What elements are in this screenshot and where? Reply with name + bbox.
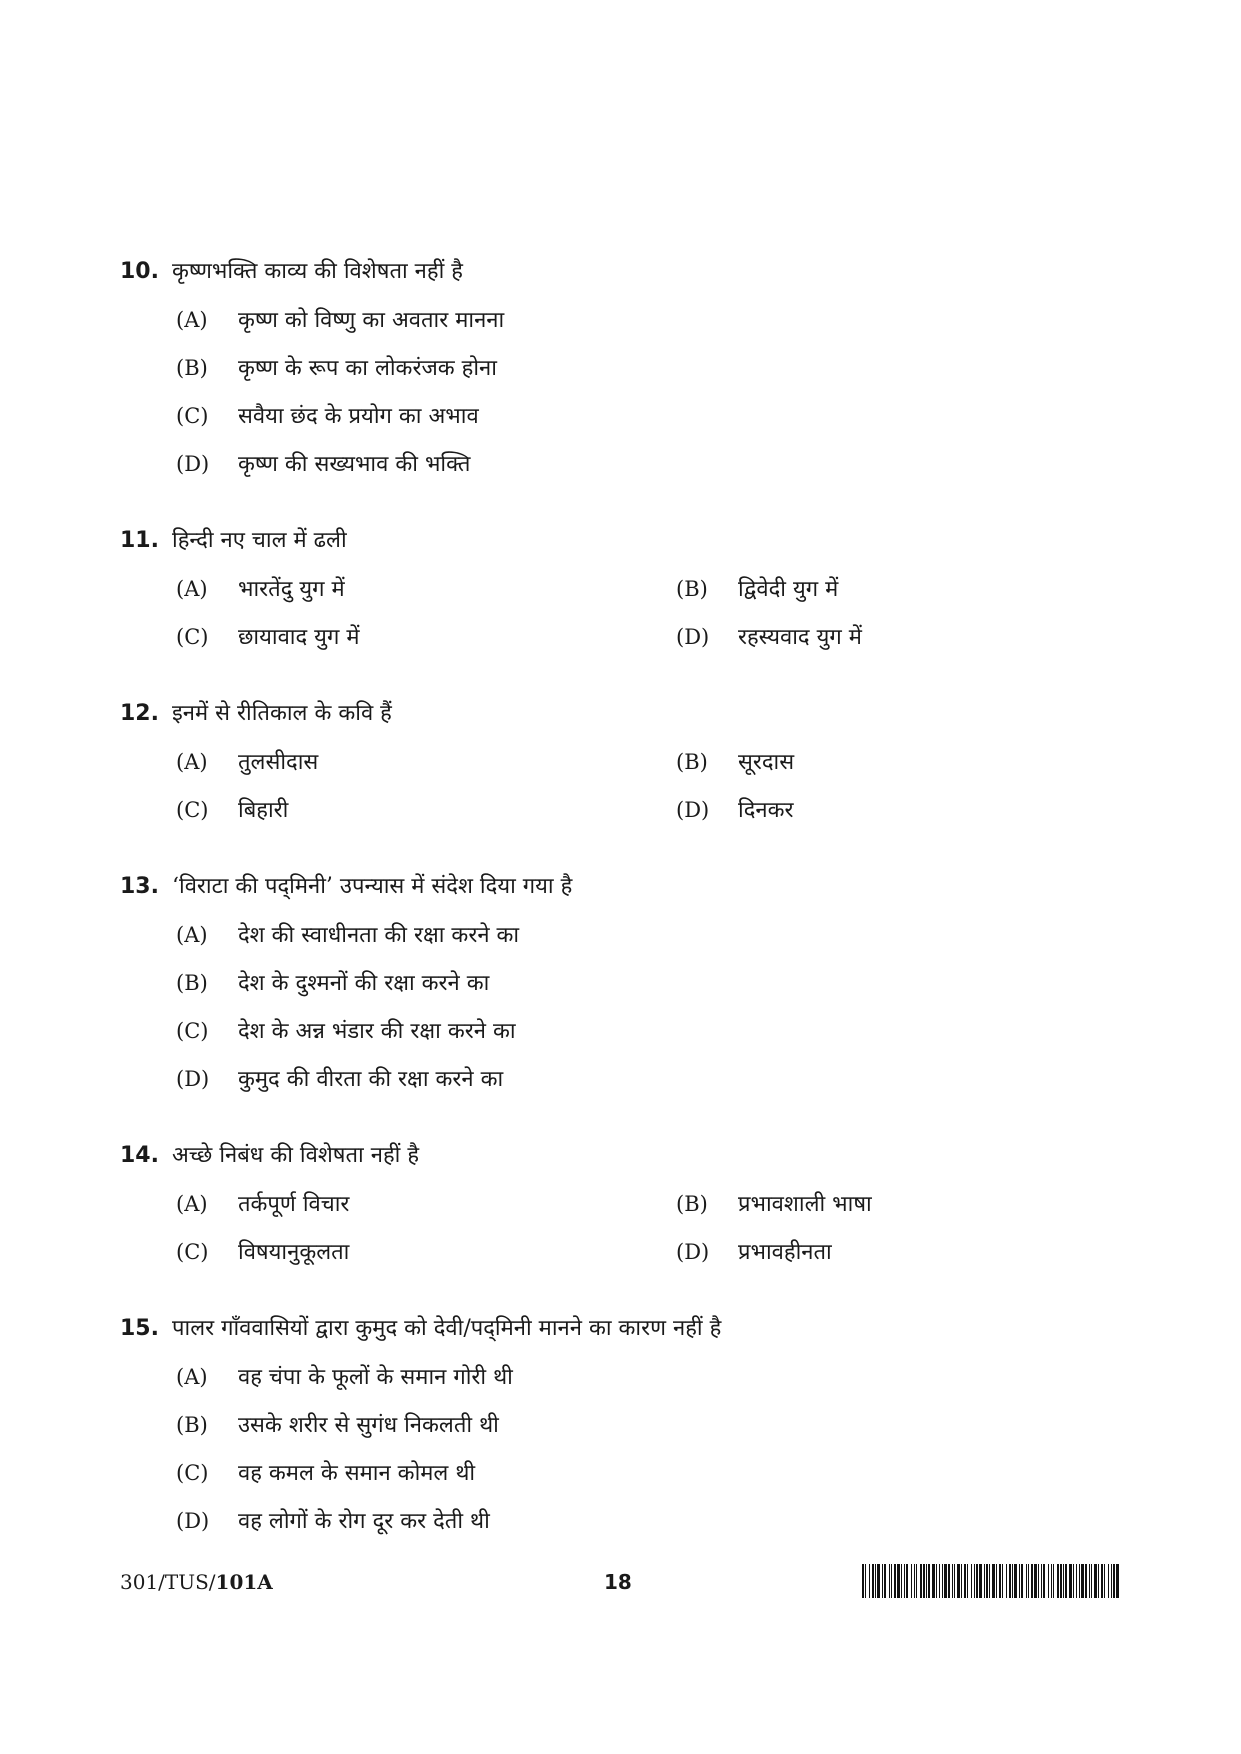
- option-text: कृष्ण को विष्णु का अवतार मानना: [238, 308, 505, 333]
- question-number: 15.: [120, 1316, 159, 1341]
- option-c: [176, 1011, 1120, 1051]
- option-label: (A): [176, 577, 208, 601]
- option-label: (B): [176, 356, 208, 380]
- question-list: [120, 252, 1120, 1578]
- question-number: 14.: [120, 1143, 159, 1168]
- option-c: [176, 1453, 1120, 1493]
- question-text: इनमें से रीतिकाल के कवि हैं: [172, 701, 392, 726]
- barcode-icon: [862, 1564, 1120, 1598]
- option-a: [176, 300, 1120, 340]
- question-15: [120, 1309, 1120, 1541]
- option-text: तुलसीदास: [238, 750, 319, 775]
- option-label: (A): [176, 308, 208, 332]
- option-c: [176, 396, 1120, 436]
- option-label: (C): [176, 1461, 209, 1485]
- option-b: [676, 1184, 1076, 1224]
- option-text: कृष्ण की सख्यभाव की भक्ति: [238, 452, 471, 477]
- option-d: [676, 1232, 1076, 1272]
- option-list: [176, 1357, 1120, 1541]
- question-13: [120, 867, 1120, 1099]
- option-label: (A): [176, 1192, 208, 1216]
- option-a: [176, 1184, 676, 1224]
- question-number: 12.: [120, 701, 159, 726]
- option-text: बिहारी: [238, 798, 289, 823]
- question-text: कृष्णभक्ति काव्य की विशेषता नहीं है: [172, 259, 463, 284]
- question-14: [120, 1136, 1120, 1272]
- question-text: हिन्दी नए चाल में ढली: [172, 528, 347, 553]
- option-c: [176, 790, 676, 830]
- question-12: [120, 694, 1120, 830]
- option-label: (D): [676, 798, 710, 822]
- option-label: (C): [176, 404, 209, 428]
- option-label: (B): [676, 1192, 708, 1216]
- option-label: (B): [676, 750, 708, 774]
- option-label: (A): [176, 923, 208, 947]
- option-label: (C): [176, 625, 209, 649]
- option-label: (A): [176, 750, 208, 774]
- option-b: [676, 742, 1076, 782]
- option-text: वह चंपा के फूलों के समान गोरी थी: [238, 1365, 513, 1390]
- option-text: कुमुद की वीरता की रक्षा करने का: [238, 1067, 504, 1092]
- question-number: 11.: [120, 528, 159, 553]
- question-10: [120, 252, 1120, 484]
- option-label: (C): [176, 1019, 209, 1043]
- option-b: [676, 569, 1076, 609]
- option-text: तर्कपूर्ण विचार: [238, 1192, 350, 1217]
- option-label: (B): [176, 971, 208, 995]
- option-text: द्विवेदी युग में: [738, 577, 839, 602]
- option-b: [176, 348, 1120, 388]
- option-label: (B): [176, 1413, 208, 1437]
- option-text: देश की स्वाधीनता की रक्षा करने का: [238, 923, 520, 948]
- option-a: [176, 1357, 1120, 1397]
- question-text: अच्छे निबंध की विशेषता नहीं है: [172, 1143, 420, 1168]
- option-c: [176, 617, 676, 657]
- option-a: [176, 742, 676, 782]
- paper-code-suffix: 101A: [215, 1570, 273, 1594]
- option-text: दिनकर: [738, 798, 794, 823]
- option-a: [176, 915, 1120, 955]
- page-footer: [120, 1562, 1120, 1602]
- option-text: वह कमल के समान कोमल थी: [238, 1461, 476, 1486]
- option-a: [176, 569, 676, 609]
- question-text: ‘विराटा की पद्‌मिनी’ उपन्यास में संदेश दिया गया है: [172, 874, 573, 899]
- option-d: [176, 1059, 1120, 1099]
- option-text: प्रभावशाली भाषा: [738, 1192, 872, 1217]
- option-label: (D): [676, 625, 710, 649]
- option-text: देश के दुश्मनों की रक्षा करने का: [238, 971, 490, 996]
- option-label: (D): [676, 1240, 710, 1264]
- option-label: (D): [176, 1509, 210, 1533]
- option-d: [676, 617, 1076, 657]
- option-list: [176, 1184, 1120, 1272]
- option-d: [176, 1501, 1120, 1541]
- option-text: देश के अन्न भंडार की रक्षा करने का: [238, 1019, 516, 1044]
- option-list: [176, 300, 1120, 484]
- question-number: 13.: [120, 874, 159, 899]
- option-c: [176, 1232, 676, 1272]
- option-b: [176, 963, 1120, 1003]
- option-list: [176, 742, 1120, 830]
- option-label: (A): [176, 1365, 208, 1389]
- option-b: [176, 1405, 1120, 1445]
- page-number: 18: [604, 1570, 632, 1594]
- option-text: रहस्यवाद युग में: [738, 625, 862, 650]
- option-list: [176, 569, 1120, 657]
- question-number: 10.: [120, 259, 159, 284]
- paper-code-prefix: 301/TUS/: [120, 1570, 216, 1594]
- option-label: (D): [176, 1067, 210, 1091]
- option-text: सूरदास: [738, 750, 795, 775]
- option-label: (D): [176, 452, 210, 476]
- option-text: उसके शरीर से सुगंध निकलती थी: [238, 1413, 499, 1438]
- option-list: [176, 915, 1120, 1099]
- question-text: पालर गाँववासियों द्वारा कुमुद को देवी/पद्‌मिनी मानने का कारण नहीं है: [172, 1316, 722, 1341]
- option-text: छायावाद युग में: [238, 625, 360, 650]
- option-d: [176, 444, 1120, 484]
- option-text: भारतेंदु युग में: [238, 577, 345, 602]
- option-text: कृष्ण के रूप का लोकरंजक होना: [238, 356, 497, 381]
- option-text: विषयानुकूलता: [238, 1240, 350, 1265]
- option-label: (B): [676, 577, 708, 601]
- option-label: (C): [176, 798, 209, 822]
- option-text: सवैया छंद के प्रयोग का अभाव: [238, 404, 479, 429]
- option-text: प्रभावहीनता: [738, 1240, 832, 1265]
- option-label: (C): [176, 1240, 209, 1264]
- option-d: [676, 790, 1076, 830]
- paper-code: [120, 1562, 273, 1602]
- option-text: वह लोगों के रोग दूर कर देती थी: [238, 1509, 490, 1534]
- question-11: [120, 521, 1120, 657]
